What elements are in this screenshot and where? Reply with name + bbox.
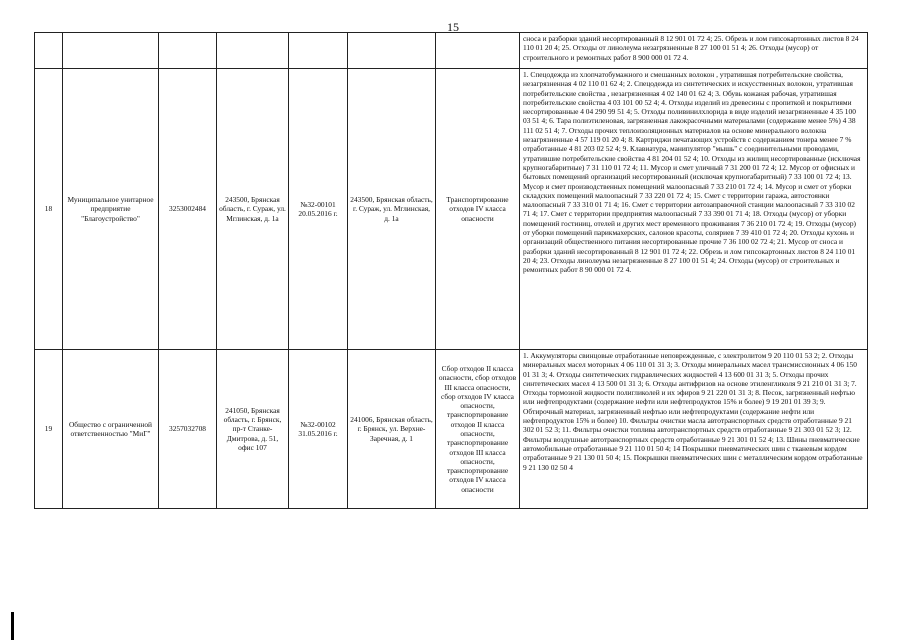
- activity-address-cell: 241006, Брянская область, г. Брянск, ул. Верхне-Заречная, д. 1: [348, 350, 436, 509]
- scan-edge-mark: [11, 612, 14, 640]
- activity-type-cell: Транспортирование отходов IV класса опасности: [436, 69, 520, 350]
- inn-cell: [159, 33, 217, 69]
- table-row: [35, 33, 868, 69]
- inn-cell: 3257032708: [159, 350, 217, 509]
- table-row: [35, 350, 868, 509]
- activity-type-cell: [436, 33, 520, 69]
- address-cell: [217, 33, 289, 69]
- row-number-cell: 18: [35, 69, 63, 350]
- page-number: 15: [447, 20, 459, 34]
- waste-list-cell: 1. Аккумуляторы свинцовые отработанные неповрежденные, с электролитом 9 20 110 01 53 2; 2. Отходы минеральных масел моторных 4 06 110 01 31 3; 3. Отходы минеральных масел трансмиссионных 4 06 150 01 31 3; 4. Отходы синтетических гидравлических жидкостей 4 13 600 01 31 3; 5. Отходы прочих синтетических масел 4 13 500 01 31 3; 6. Отходы антифризов на основе этиленгликоля 9 21 210 01 31 3; 7. Отходы тормозной жидкости полигликолей и их эфиров 9 21 220 01 31 3; 8. Песок, загрязненный нефтью или нефтепродуктами (содержание нефти или нефтепродуктов 15% и более) 9 19 201 01 39 3; 9. Обтирочный материал, загрязненный нефтью или нефтепродуктами (содержание нефти или нефтепродуктов 15% и более) 10. Фильтры очистки масла автотранспортных средств отработанные 9 21 302 01 52 3; 11. Фильтры очистки топлива автотранспортных средств отработанные 9 21 303 01 52 3; 12. Фильтры воздушные автотранспортных средств отработанные 9 21 301 01 52 4; 13. Шины пневматические автомобильные отработанные 9 21 110 01 50 4; 14 Покрышки пневматических шин с тканевым кордом отработанные 9 21 130 01 50 4; 15. Покрышки пневматических шин с металлическим кордом отработанные 9 21 130 02 50 4: [520, 350, 868, 509]
- row-number-cell: 19: [35, 350, 63, 509]
- address-cell: 241050, Брянская область, г. Брянск, пр-т Станке-Дмитрова, д. 51, офис 107: [217, 350, 289, 509]
- inn-cell: 3253002484: [159, 69, 217, 350]
- organization-name-cell: [63, 33, 159, 69]
- license-cell: №32-00102 31.05.2016 г.: [289, 350, 348, 509]
- activity-type-cell: Сбор отходов II класса опасности, сбор отходов III класса опасности, сбор отходов IV класса опасности, транспортирование отходов II класса опасности, транспортирование отходов III класса опасности, транспортирование отходов IV класса опасности: [436, 350, 520, 509]
- table-row: [35, 69, 868, 350]
- license-registry-table: [34, 32, 868, 509]
- organization-name-cell: Общество с ограниченной ответственностью "МиГ": [63, 350, 159, 509]
- license-cell: [289, 33, 348, 69]
- organization-name-cell: Муниципальное унитарное предприятие "Благоустройство": [63, 69, 159, 350]
- waste-list-cell: сноса и разборки зданий несортированный 8 12 901 01 72 4; 25. Обрезь и лом гипсокартонных листов 8 24 110 01 20 4; 25. Отходы от линолеума незагрязненные 8 27 100 01 51 4; 26. Отходы (мусор) от строительного и ремонтных работ 8 900 000 01 72 4.: [520, 33, 868, 69]
- activity-address-cell: [348, 33, 436, 69]
- row-number-cell: [35, 33, 63, 69]
- activity-address-cell: 243500, Брянская область, г. Сураж, ул. Мглинская, д. 1а: [348, 69, 436, 350]
- address-cell: 243500, Брянская область, г. Сураж, ул. Мглинская, д. 1а: [217, 69, 289, 350]
- license-cell: №32-00101 20.05.2016 г.: [289, 69, 348, 350]
- waste-list-cell: 1. Спецодежда из хлопчатобумажного и смешанных волокон , утратившая потребительские свойства, незагрязненная 4 02 110 01 62 4; 2. Спецодежда из синтетических и искусственных волокон, утратившая потребительские свойства , незагрязненная 4 02 140 01 62 4; 3. Обувь кожаная рабочая, утратившая потребительские свойства 4 03 101 00 52 4; 4. Отходы изделий из древесины с пропиткой и покрытиями несортированные 4 04 290 99 51 4; 5. Отходы поливинилхлорида в виде изделий незагрязненные 4 35 100 03 51 4; 6. Тара полиэтиленовая, загрязненная лакокрасочными материалами (содержание менее 5%) 4 38 111 02 51 4; 7. Отходы прочих теплоизоляционных материалов на основе минерального волокна незагрязненные 4 57 119 01 20 4; 8. Картриджи печатающих устройств с содержанием тонера менее 7 % отработанные 4 81 203 02 52 4; 9. Клавиатура, манипулятор "мышь" с соединительными проводами, утратившие потребительские свойства 4 81 204 01 52 4; 10. Отходы из жилищ несортированные (исключая крупногабаритные) 7 31 110 01 72 4; 11. Мусор и смет уличный 7 31 200 01 72 4; 12. Мусор от офисных и бытовых помещений организаций несортированный (исключая крупногабаритный) 7 33 100 01 72 4; 13. Мусор и смет производственных помещений малоопасный 7 33 210 01 72 4; 14. Мусор и смет от уборки складских помещений малоопасный 7 33 220 01 72 4; 15. Смет с территории гаража, автостоянки малоопасный 7 33 310 01 71 4; 16. Смет с территории автозаправочной станции малоопасный 7 33 310 02 71 4; 17. Смет с территории предприятия малоопасный 7 33 390 01 71 4; 18. Отходы (мусор) от уборки помещений гостиниц, отелей и других мест временного проживания 7 36 210 01 72 4; 19. Отходы (мусор) от уборки помещений парикмахерских, салонов красоты, соляриев 7 39 410 01 72 4; 20. Отходы кухонь и организаций общественного питания несортированные прочие 7 36 100 02 72 4; 21. Мусор от сноса и разборки зданий несортированный 8 12 901 01 72 4; 22. Обрезь и лом гипсокартонных листов 8 24 110 01 20 4; 23. Отходы линолеума незагрязненные 8 27 100 01 51 4; 24. Отходы (мусор) от строительных и ремонтных работ 8 90 000 01 72 4.: [520, 69, 868, 350]
